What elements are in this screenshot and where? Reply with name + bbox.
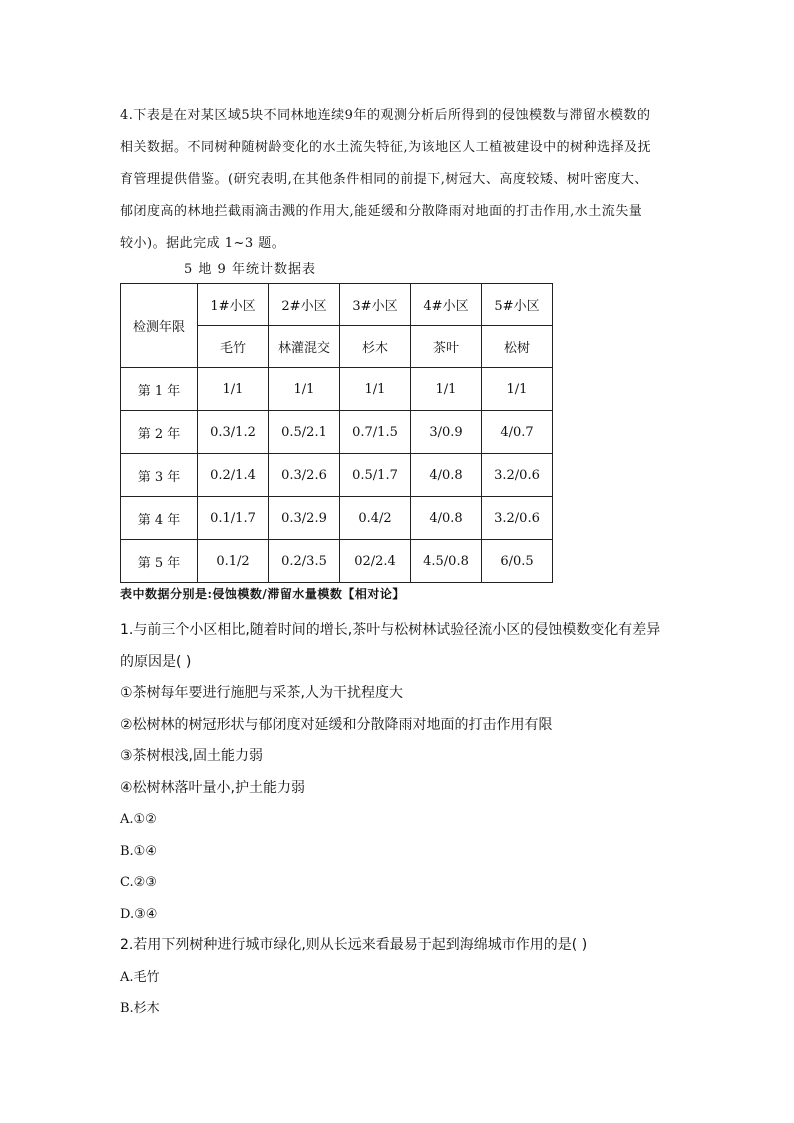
q1-stem: 的原因是( ) bbox=[120, 653, 192, 670]
value-cell: 1/1 bbox=[340, 368, 411, 411]
table-row bbox=[121, 540, 553, 583]
intro-line: 育管理提供借鉴。(研究表明,在其他条件相同的前提下,树冠大、高度较矮、树叶密度大、 bbox=[120, 172, 648, 187]
value-cell: 1/1 bbox=[411, 368, 482, 411]
table-header-row bbox=[121, 284, 553, 326]
value-cell: 0.2/3.5 bbox=[269, 540, 340, 583]
table-row bbox=[121, 497, 553, 540]
questions-section bbox=[120, 615, 690, 1025]
q1-statement: ③茶树根浅,固土能力弱 bbox=[120, 748, 264, 764]
table-note: 表中数据分别是:侵蚀模数/滞留水量模数【相对论】 bbox=[120, 587, 405, 601]
value-cell: 4/0.8 bbox=[411, 454, 482, 497]
zone-header: 5#小区 bbox=[482, 284, 553, 326]
value-cell: 0.3/2.9 bbox=[269, 497, 340, 540]
intro-line: 4.下表是在对某区域5块不同林地连续9年的观测分析后所得到的侵蚀模数与滞留水模数的 bbox=[120, 108, 651, 123]
table-row bbox=[121, 368, 553, 411]
value-cell: 0.7/1.5 bbox=[340, 411, 411, 454]
q1-statement: ②松树林的树冠形状与郁闭度对延缓和分散降雨对地面的打击作用有限 bbox=[120, 716, 553, 733]
table-caption: 5 地 9 年统计数据表 bbox=[184, 262, 316, 277]
value-cell: 02/2.4 bbox=[340, 540, 411, 583]
species-header: 茶叶 bbox=[411, 326, 482, 368]
data-table bbox=[120, 283, 553, 583]
q1-stem: 1.与前三个小区相比,随着时间的增长,茶叶与松树林试验径流小区的侵蚀模数变化有差异 bbox=[120, 622, 661, 638]
value-cell: 0.5/1.7 bbox=[340, 454, 411, 497]
species-header: 林灌混交 bbox=[269, 326, 340, 368]
q1-statement: ④松树林落叶量小,护土能力弱 bbox=[120, 779, 306, 796]
value-cell: 0.1/1.7 bbox=[198, 497, 269, 540]
q1-statement: ①茶树每年要进行施肥与采茶,人为干扰程度大 bbox=[120, 685, 403, 701]
species-header: 毛竹 bbox=[198, 326, 269, 368]
species-header: 杉木 bbox=[340, 326, 411, 368]
zone-header: 2#小区 bbox=[269, 284, 340, 326]
value-cell: 0.3/2.6 bbox=[269, 454, 340, 497]
value-cell: 1/1 bbox=[482, 368, 553, 411]
value-cell: 1/1 bbox=[269, 368, 340, 411]
value-cell: 3.2/0.6 bbox=[482, 497, 553, 540]
q1-option-d: D.③④ bbox=[120, 906, 158, 922]
intro-line: 较小)。据此完成 1~3 题。 bbox=[120, 236, 286, 251]
value-cell: 0.3/1.2 bbox=[198, 411, 269, 454]
row-header-cell: 检测年限 bbox=[121, 284, 198, 368]
table-row bbox=[121, 454, 553, 497]
value-cell: 4/0.8 bbox=[411, 497, 482, 540]
value-cell: 4/0.7 bbox=[482, 411, 553, 454]
value-cell: 1/1 bbox=[198, 368, 269, 411]
value-cell: 3.2/0.6 bbox=[482, 454, 553, 497]
value-cell: 0.1/2 bbox=[198, 540, 269, 583]
species-header: 松树 bbox=[482, 326, 553, 368]
year-cell: 第 1 年 bbox=[121, 368, 198, 411]
zone-header: 3#小区 bbox=[340, 284, 411, 326]
q1-option-c: C.②③ bbox=[120, 875, 157, 890]
q2-option-a: A.毛竹 bbox=[120, 969, 160, 985]
value-cell: 3/0.9 bbox=[411, 411, 482, 454]
value-cell: 0.5/2.1 bbox=[269, 411, 340, 454]
year-cell: 第 3 年 bbox=[121, 454, 198, 497]
zone-header: 1#小区 bbox=[198, 284, 269, 326]
table-row bbox=[121, 411, 553, 454]
intro-line: 郁闭度高的林地拦截雨滴击溅的作用大,能延缓和分散降雨对地面的打击作用,水土流失量 bbox=[120, 204, 643, 219]
q2-option-b: B.杉木 bbox=[120, 1001, 160, 1016]
value-cell: 0.2/1.4 bbox=[198, 454, 269, 497]
question-4-intro bbox=[120, 100, 680, 260]
intro-line: 相关数据。不同树种随树龄变化的水土流失特征,为该地区人工植被建设中的树种选择及抚 bbox=[120, 140, 652, 155]
year-cell: 第 5 年 bbox=[121, 540, 198, 583]
zone-header: 4#小区 bbox=[411, 284, 482, 326]
year-cell: 第 4 年 bbox=[121, 497, 198, 540]
value-cell: 0.4/2 bbox=[340, 497, 411, 540]
q2-stem: 2.若用下列树种进行城市绿化,则从长远来看最易于起到海绵城市作用的是( ) bbox=[120, 937, 588, 953]
value-cell: 4.5/0.8 bbox=[411, 540, 482, 583]
year-cell: 第 2 年 bbox=[121, 411, 198, 454]
q1-option-b: B.①④ bbox=[120, 843, 157, 859]
value-cell: 6/0.5 bbox=[482, 540, 553, 583]
q1-option-a: A.①② bbox=[120, 812, 157, 827]
